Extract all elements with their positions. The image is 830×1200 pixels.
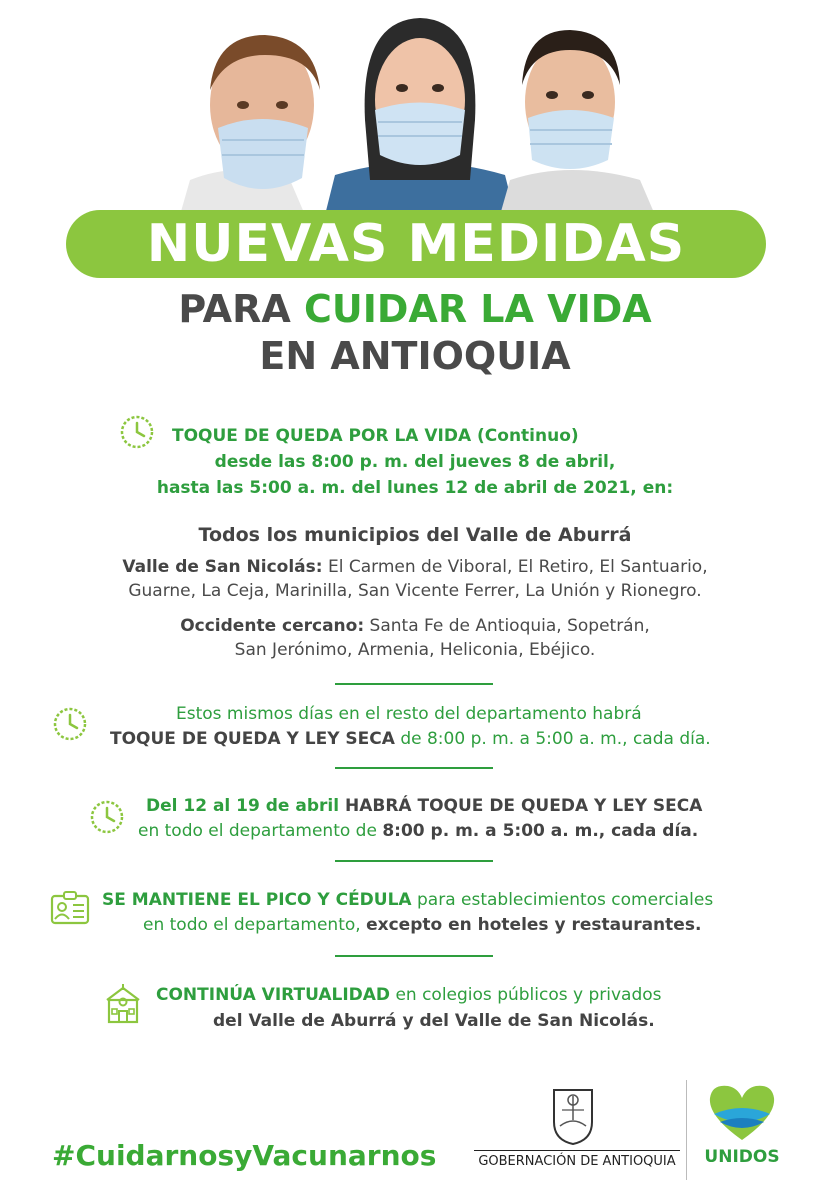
clock-icon: [119, 414, 155, 450]
april-curfew: HABRÁ TOQUE DE QUEDA Y LEY SECA: [339, 796, 703, 816]
divider: [335, 955, 493, 957]
heart-logo-icon: [704, 1082, 780, 1144]
virtual-line2: del Valle de Aburrá y del Valle de San Nicolás.: [213, 1011, 655, 1031]
san-nicolas-list-a: El Carmen de Viboral, El Retiro, El Santuario,: [322, 557, 708, 577]
april-dates: Del 12 al 19 de abril: [146, 796, 340, 816]
subtitle-line2: EN ANTIOQUIA: [259, 334, 571, 378]
virtual-line1: [156, 983, 662, 1008]
subtitle-prefix: PARA: [178, 287, 304, 331]
rest-department-line2: [110, 727, 711, 752]
divider: [335, 683, 493, 685]
id-card-icon: [50, 890, 90, 926]
pico-cedula-prefix: en todo el departamento,: [143, 915, 367, 935]
curfew-start: desde las 8:00 p. m. del jueves 8 de abril,: [214, 452, 616, 472]
curfew-title: TOQUE DE QUEDA POR LA VIDA (Continuo): [172, 426, 579, 446]
gobernacion-label: GOBERNACIÓN DE ANTIOQUIA: [474, 1150, 680, 1171]
april-12-19-line2: [138, 819, 698, 844]
rest-department-text: Estos mismos días en el resto del departamento habrá: [176, 704, 642, 724]
pico-cedula-exception: excepto en hoteles y restaurantes.: [366, 915, 702, 935]
school-icon: [103, 982, 143, 1026]
virtual-rest: en colegios públicos y privados: [390, 985, 662, 1005]
person-left: [180, 35, 320, 215]
coat-of-arms-icon: [550, 1086, 596, 1146]
april-12-19-line1: [146, 794, 702, 819]
subtitle-highlight: CUIDAR LA VIDA: [303, 287, 652, 331]
virtual-title: CONTINÚA VIRTUALIDAD: [156, 985, 391, 1005]
all-municipalities: Todos los municipios del Valle de Aburrá: [198, 524, 632, 546]
pico-cedula-title: SE MANTIENE EL PICO Y CÉDULA: [102, 890, 412, 910]
hero-people-image: [170, 10, 670, 215]
pico-cedula-rest: para establecimientos comerciales: [411, 890, 714, 910]
unidos-label: UNIDOS: [704, 1147, 780, 1167]
san-nicolas-list-b: Guarne, La Ceja, Marinilla, San Vicente Ferrer, La Unión y Rionegro.: [128, 581, 702, 601]
curfew-dry-law: TOQUE DE QUEDA Y LEY SECA: [110, 729, 395, 749]
divider: [335, 767, 493, 769]
curfew-end: hasta las 5:00 a. m. del lunes 12 de abril de 2021, en:: [156, 478, 674, 498]
pico-cedula-line2: [143, 913, 701, 938]
footer-separator: [686, 1080, 687, 1180]
clock-icon: [89, 799, 125, 835]
person-center: [325, 18, 515, 215]
san-nicolas-label: Valle de San Nicolás:: [122, 557, 323, 577]
rest-department-hours: de 8:00 p. m. a 5:00 a. m., cada día.: [394, 729, 711, 749]
banner-title: NUEVAS MEDIDAS: [146, 214, 686, 274]
clock-icon: [52, 706, 88, 742]
san-nicolas-line1: [0, 555, 830, 580]
occidente-label: Occidente cercano:: [180, 616, 365, 636]
person-right: [500, 30, 655, 215]
occidente-list-a: Santa Fe de Antioquia, Sopetrán,: [364, 616, 650, 636]
april-prefix: en todo el departamento de: [138, 821, 383, 841]
occidente-line1: [0, 614, 830, 639]
hashtag: #CuidarnosyVacunarnos: [52, 1139, 437, 1172]
april-hours: 8:00 p. m. a 5:00 a. m., cada día.: [382, 821, 699, 841]
pico-cedula-line1: [102, 888, 713, 913]
occidente-list-b: San Jerónimo, Armenia, Heliconia, Ebéjico.: [234, 640, 596, 660]
divider: [335, 860, 493, 862]
subtitle-line1: [0, 286, 830, 332]
